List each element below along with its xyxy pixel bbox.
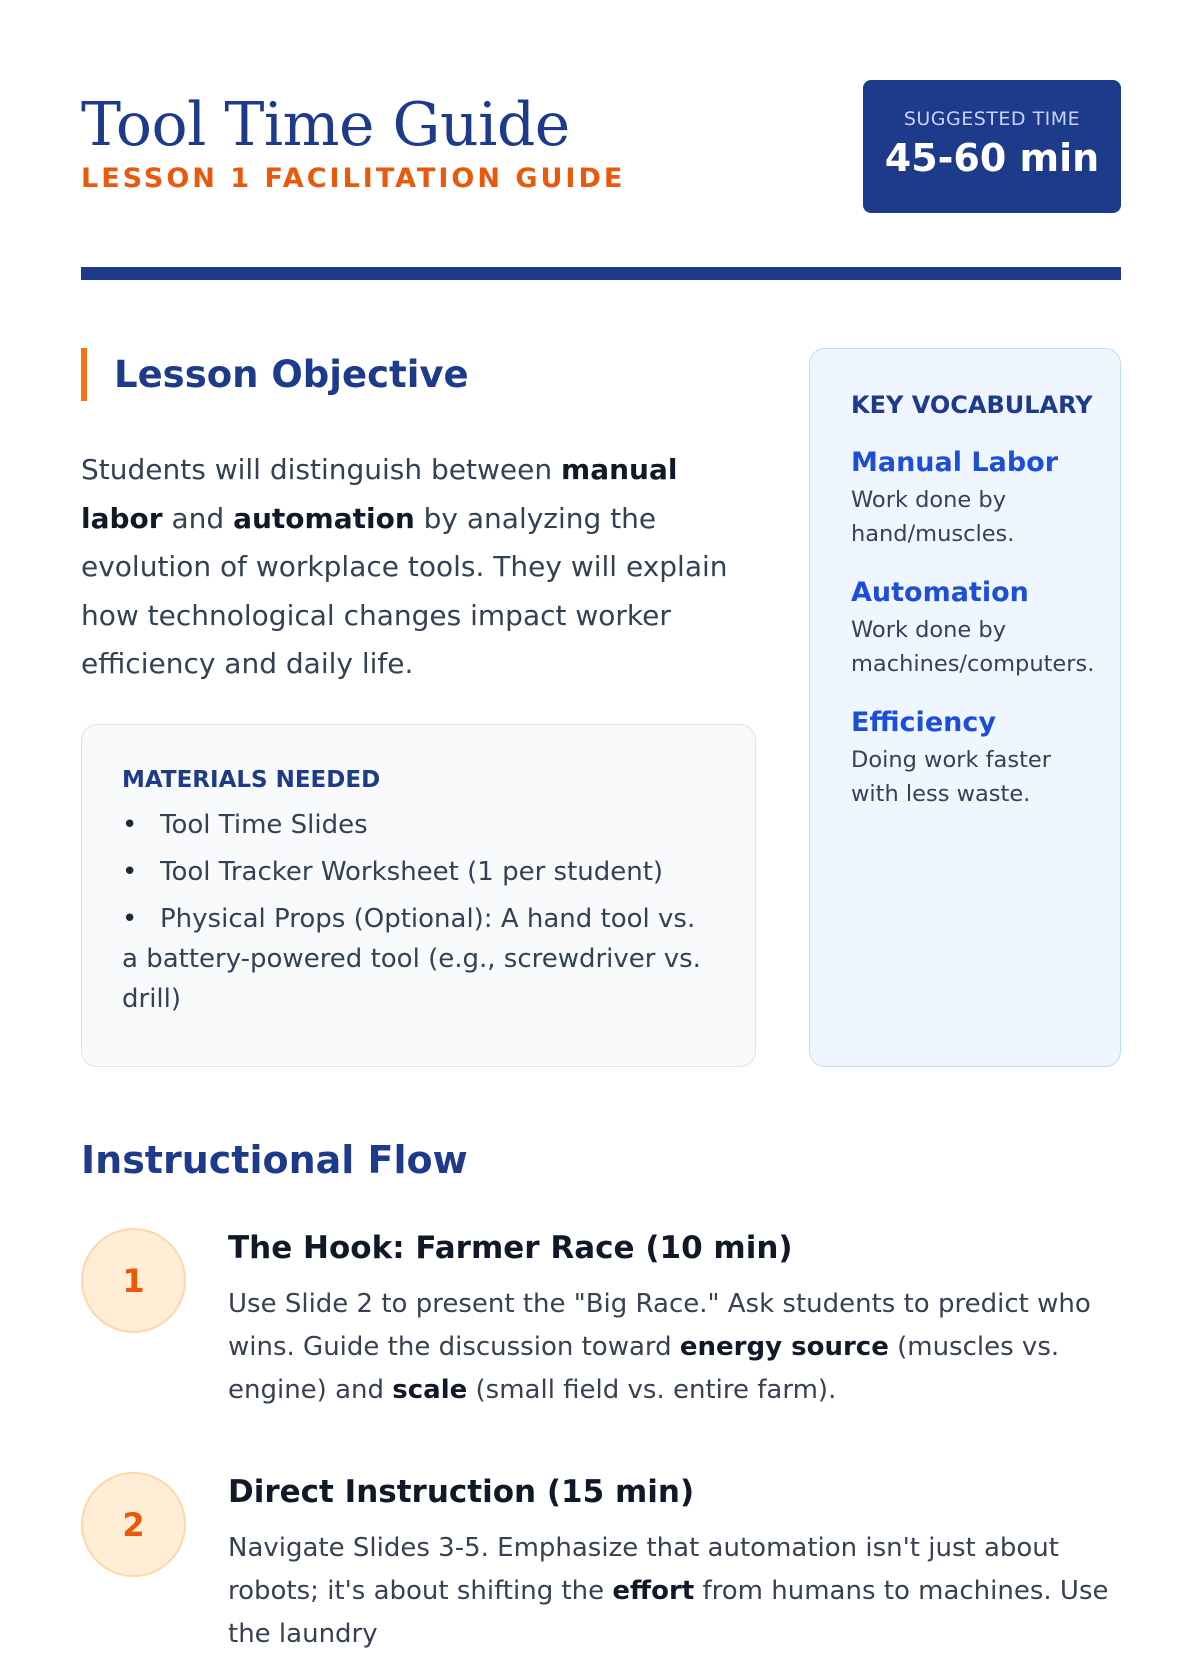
objective-text-part: by analyzing the evolution of workplace tools. They will explain how technological changes impact worker efficiency and daily life. xyxy=(81,501,728,680)
materials-title: MATERIALS NEEDED xyxy=(122,767,381,793)
page-subtitle: LESSON 1 FACILITATION GUIDE xyxy=(81,163,626,194)
list-item xyxy=(122,899,715,1019)
key-vocabulary-card xyxy=(809,348,1121,1067)
objective-term-automation: automation xyxy=(233,501,415,535)
step-body xyxy=(228,1228,1128,1412)
lesson-objective-text xyxy=(81,446,756,689)
bullet-icon: • xyxy=(122,904,138,934)
objective-text-part: Students will distinguish between xyxy=(81,453,562,486)
step-text-part: Use Slide 2 to present the "Big Race." Ask students to predict who wins. Guide the discussion toward xyxy=(228,1289,1091,1362)
step-text-part: (muscles vs. engine) and xyxy=(228,1332,1060,1405)
lesson-objective-section xyxy=(81,348,756,689)
vocab-term: Efficiency xyxy=(851,707,996,738)
vocab-item-manual-labor xyxy=(851,447,1094,551)
lesson-objective-heading xyxy=(81,348,756,401)
bullet-icon: • xyxy=(122,810,138,840)
vocab-definition: Work done by machines/computers. xyxy=(851,617,1095,677)
vocab-item-automation xyxy=(851,577,1094,681)
step-number-badge: 2 xyxy=(81,1472,186,1577)
vocab-definition: Doing work faster with less waste. xyxy=(851,747,1051,807)
header-divider xyxy=(81,267,1121,280)
step-term-energy-source: energy source xyxy=(679,1332,889,1362)
objective-term-manual-labor: manual labor xyxy=(81,453,678,535)
step-description xyxy=(228,1527,1128,1656)
suggested-time-badge xyxy=(863,80,1121,213)
objective-text-part: and xyxy=(162,501,234,535)
page-title: Tool Time Guide xyxy=(81,90,570,160)
vocab-term: Manual Labor xyxy=(851,447,1059,478)
list-item-text: Tool Time Slides xyxy=(160,810,368,840)
vocab-definition: Work done by hand/muscles. xyxy=(851,487,1015,547)
vocab-term: Automation xyxy=(851,577,1029,608)
suggested-time-value: 45-60 min xyxy=(884,136,1100,180)
step-number-badge: 1 xyxy=(81,1228,186,1333)
step-text-part: (small field vs. entire farm). xyxy=(467,1375,837,1405)
step-title: The Hook: Farmer Race (10 min) xyxy=(228,1230,793,1266)
bullet-icon: • xyxy=(122,857,138,887)
key-vocabulary-title: KEY VOCABULARY xyxy=(851,391,1093,419)
step-term-effort: effort xyxy=(612,1576,695,1606)
suggested-time-label: SUGGESTED TIME xyxy=(903,108,1081,130)
step-text-part: from humans to machines. Use the laundry xyxy=(228,1576,1109,1649)
step-text-part: Navigate Slides 3-5. Emphasize that automation isn't just about robots; it's about shifting the xyxy=(228,1533,1059,1606)
materials-list xyxy=(122,805,715,1019)
instructional-flow-title: Instructional Flow xyxy=(81,1138,468,1182)
lesson-objective-title: Lesson Objective xyxy=(114,353,469,396)
list-item-text: Physical Props (Optional): A hand tool vs. a battery-powered tool (e.g., screwdriver vs. drill) xyxy=(122,904,701,1014)
step-term-scale: scale xyxy=(392,1375,468,1405)
heading-accent-bar xyxy=(81,348,87,401)
list-item xyxy=(122,852,715,892)
materials-needed-card xyxy=(81,724,756,1067)
step-description xyxy=(228,1283,1128,1412)
page-header xyxy=(81,80,1121,220)
vocab-item-efficiency xyxy=(851,707,1094,811)
list-item xyxy=(122,805,715,845)
step-body xyxy=(228,1472,1128,1656)
list-item-text: Tool Tracker Worksheet (1 per student) xyxy=(160,857,664,887)
step-title: Direct Instruction (15 min) xyxy=(228,1474,695,1510)
